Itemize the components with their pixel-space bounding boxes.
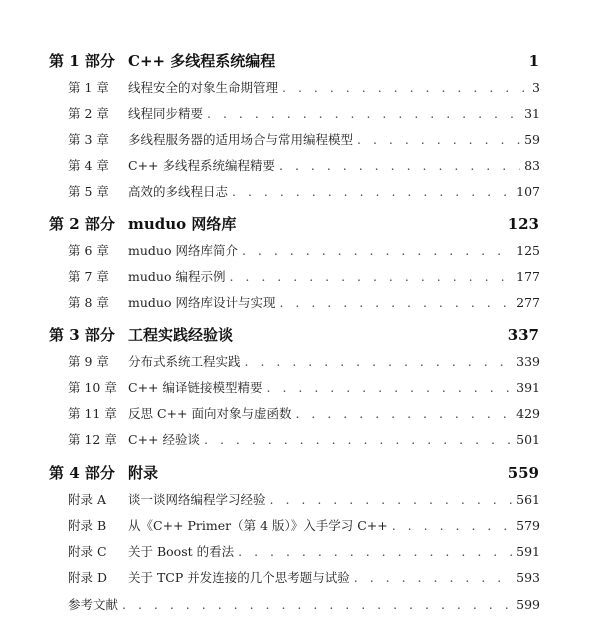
- part-heading[interactable]: [49, 50, 539, 72]
- toc-entry[interactable]: [68, 491, 540, 509]
- chapter-title: muduo 网络库简介: [128, 243, 238, 258]
- appendix-label: 附录 B: [68, 518, 107, 533]
- dot-leader: [242, 242, 512, 260]
- chapter-page-number: 107: [516, 184, 540, 199]
- appendix-label: 附录 D: [68, 570, 107, 585]
- dot-leader: [279, 294, 512, 312]
- dot-leader: [232, 183, 512, 201]
- chapter-label: 第 7 章: [68, 269, 109, 284]
- chapter-label: 第 4 章: [68, 158, 109, 173]
- chapter-title: 多线程服务器的适用场合与常用编程模型: [128, 132, 354, 147]
- part-label: 第 4 部分: [49, 464, 115, 482]
- toc-entry[interactable]: [68, 268, 540, 286]
- chapter-title: 反思 C++ 面向对象与虚函数: [128, 406, 292, 421]
- toc-entry[interactable]: [68, 379, 540, 397]
- references-page-number: 599: [516, 597, 540, 612]
- chapter-label: 第 6 章: [68, 243, 109, 258]
- dot-leader: [270, 491, 513, 509]
- chapter-label: 第 12 章: [68, 432, 117, 447]
- part-label: 第 3 部分: [49, 326, 115, 344]
- toc-entry[interactable]: [68, 183, 540, 201]
- chapter-page-number: 277: [516, 295, 540, 310]
- part-label: 第 1 部分: [49, 52, 115, 70]
- toc-entry[interactable]: [68, 543, 540, 561]
- chapter-label: 第 5 章: [68, 184, 109, 199]
- chapter-title: 谈一谈网络编程学习经验: [128, 492, 266, 507]
- toc-entry[interactable]: [68, 353, 540, 371]
- chapter-title: muduo 网络库设计与实现: [128, 295, 276, 310]
- dot-leader: [267, 379, 513, 397]
- chapter-page-number: 3: [532, 80, 540, 95]
- dot-leader: [204, 431, 512, 449]
- dot-leader: [392, 517, 512, 535]
- part-page-number: 337: [507, 326, 539, 344]
- chapter-title: 关于 Boost 的看法: [128, 544, 235, 559]
- chapter-title: 高效的多线程日志: [128, 184, 229, 199]
- appendix-label: 附录 C: [68, 544, 107, 559]
- chapter-page-number: 391: [516, 380, 540, 395]
- toc-entry[interactable]: [68, 405, 540, 423]
- chapter-label: 第 11 章: [68, 406, 117, 421]
- chapter-page-number: 579: [516, 518, 540, 533]
- part-page-number: 559: [507, 464, 539, 482]
- chapter-page-number: 83: [524, 158, 540, 173]
- chapter-page-number: 593: [516, 570, 540, 585]
- references-title: 参考文献: [68, 597, 119, 612]
- dot-leader: [357, 131, 520, 149]
- chapter-page-number: 339: [516, 354, 540, 369]
- chapter-title: C++ 经验谈: [128, 432, 200, 447]
- dot-leader: [354, 569, 512, 587]
- chapter-label: 第 1 章: [68, 80, 109, 95]
- chapter-label: 第 2 章: [68, 106, 109, 121]
- chapter-page-number: 177: [516, 269, 540, 284]
- part-page-number: 123: [507, 215, 539, 233]
- chapter-page-number: 501: [516, 432, 540, 447]
- appendix-label: 附录 A: [68, 492, 107, 507]
- part-title: C++ 多线程系统编程: [128, 52, 276, 70]
- chapter-page-number: 561: [516, 492, 540, 507]
- chapter-page-number: 429: [516, 406, 540, 421]
- toc-entry[interactable]: [68, 79, 540, 97]
- part-page-number: 1: [528, 52, 539, 70]
- dot-leader: [295, 405, 512, 423]
- toc-entry[interactable]: [68, 517, 540, 535]
- part-heading[interactable]: [49, 213, 539, 235]
- chapter-title: muduo 编程示例: [128, 269, 226, 284]
- dot-leader: [282, 79, 528, 97]
- toc-entry[interactable]: [68, 157, 540, 175]
- dot-leader: [279, 157, 520, 175]
- chapter-title: C++ 多线程系统编程精要: [128, 158, 275, 173]
- chapter-label: 第 3 章: [68, 132, 109, 147]
- chapter-title: 从《C++ Primer（第 4 版）》入手学习 C++: [128, 518, 388, 533]
- chapter-page-number: 125: [516, 243, 540, 258]
- chapter-page-number: 59: [524, 132, 540, 147]
- dot-leader: [207, 105, 520, 123]
- chapter-label: 第 9 章: [68, 354, 109, 369]
- dot-leader: [245, 353, 513, 371]
- chapter-title: 线程安全的对象生命期管理: [128, 80, 279, 95]
- part-title: 工程实践经验谈: [128, 326, 234, 344]
- part-heading[interactable]: [49, 462, 539, 484]
- part-title: muduo 网络库: [128, 215, 237, 233]
- chapter-page-number: 31: [524, 106, 540, 121]
- part-label: 第 2 部分: [49, 215, 115, 233]
- chapter-label: 第 10 章: [68, 380, 117, 395]
- dot-leader: [122, 596, 512, 614]
- toc-entry[interactable]: [68, 294, 540, 312]
- chapter-title: 分布式系统工程实践: [128, 354, 241, 369]
- chapter-page-number: 591: [516, 544, 540, 559]
- toc-entry[interactable]: [68, 569, 540, 587]
- toc-entry[interactable]: [68, 131, 540, 149]
- toc-entry[interactable]: [68, 105, 540, 123]
- toc-entry[interactable]: [68, 431, 540, 449]
- toc-entry-references[interactable]: [68, 596, 540, 614]
- chapter-title: 关于 TCP 并发连接的几个思考题与试验: [128, 570, 350, 585]
- part-title: 附录: [128, 464, 159, 482]
- toc-entry[interactable]: [68, 242, 540, 260]
- chapter-title: 线程同步精要: [128, 106, 204, 121]
- dot-leader: [229, 268, 512, 286]
- chapter-title: C++ 编译链接模型精要: [128, 380, 263, 395]
- part-heading[interactable]: [49, 324, 539, 346]
- chapter-label: 第 8 章: [68, 295, 109, 310]
- dot-leader: [238, 543, 512, 561]
